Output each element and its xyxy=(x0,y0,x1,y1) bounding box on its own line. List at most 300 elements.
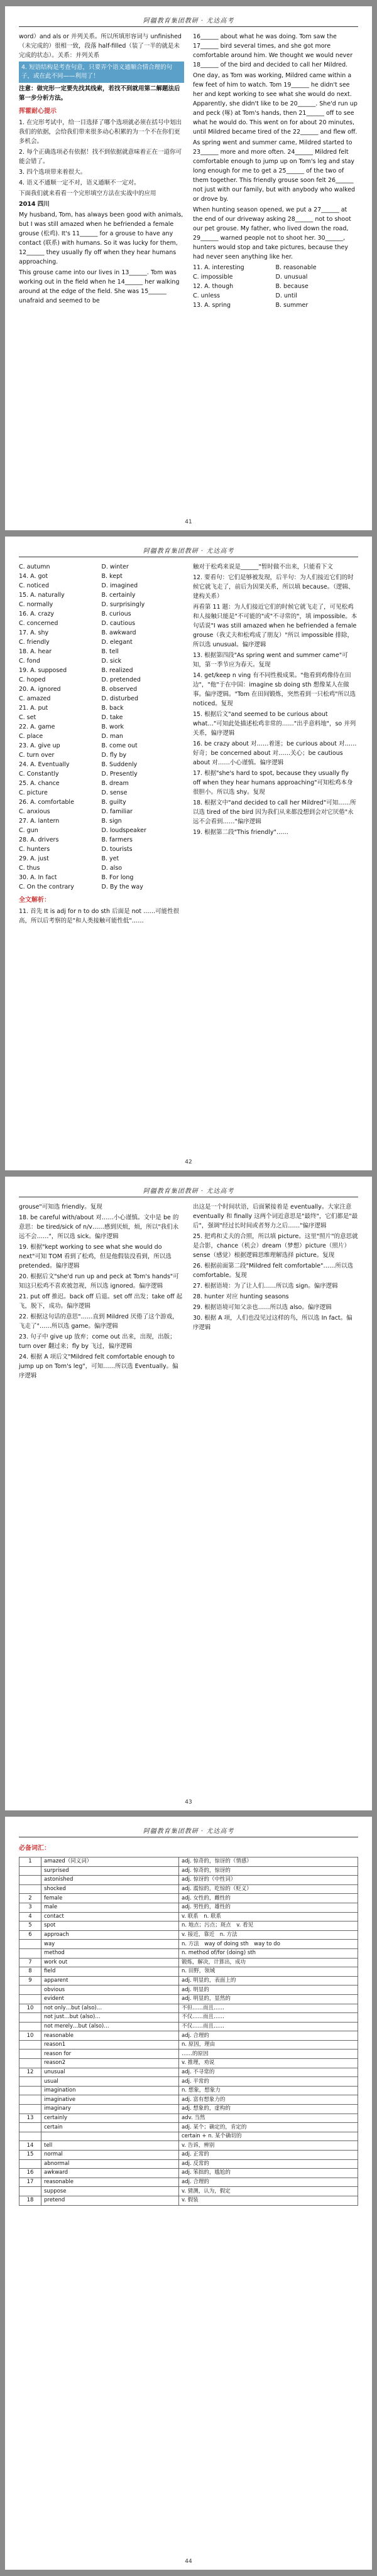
table-cell: male xyxy=(41,1903,179,1912)
table-cell: n. 原因，理由 xyxy=(179,2040,358,2050)
table-cell: 16 xyxy=(19,2169,41,2178)
table-cell: 4 xyxy=(19,1912,41,1921)
option-row xyxy=(193,291,358,301)
option: D. cautious xyxy=(101,620,136,627)
table-cell xyxy=(19,2105,41,2114)
table-cell: 9 xyxy=(19,1976,41,1985)
table-cell xyxy=(19,2059,41,2068)
table-cell: adj. 惊奇的，惊讶的（情感） xyxy=(179,1857,358,1867)
table-cell: 18 xyxy=(19,2196,41,2205)
passage-paragraph: 16______ about what he was doing. Tom saw the 17______ bird several times, and she got more comfortable around him. We thought we would never 18______ of the bird and decided to call her Mildred. xyxy=(193,33,353,68)
table-row xyxy=(19,1967,358,1977)
option: D. By the way xyxy=(101,884,143,890)
table-cell: imagination xyxy=(41,2086,179,2095)
table-cell: surprised xyxy=(41,1866,179,1876)
option-row xyxy=(19,581,184,591)
analysis-paragraph: grouse"可知选 friendly。复现 xyxy=(19,1204,102,1211)
passage-paragraph: When hunting season opened, we put a 27______ at the end of our driveway asking 28______ not to shoot our pet grouse. My father, who lived down the road, 29______ warned people not to shoot her. 30______, hunters would stop and take pictures, because they had never seen anything like her. xyxy=(193,206,351,260)
table-cell xyxy=(41,2132,179,2141)
table-row xyxy=(19,2013,358,2023)
table-row xyxy=(19,2105,358,2114)
table-cell: adj. 明显的，表面上的 xyxy=(179,1976,358,1985)
option: B. For long xyxy=(101,874,134,881)
option: B. summer xyxy=(275,302,309,309)
option: D. take xyxy=(101,714,123,721)
tip-3: 3. 四个选项带来着很大。 xyxy=(19,169,87,176)
table-row xyxy=(19,2187,358,2196)
option-row xyxy=(19,713,184,722)
table-row xyxy=(19,1958,358,1967)
table-cell: imaginative xyxy=(41,2095,179,2105)
table-cell xyxy=(19,1866,41,1876)
table-row xyxy=(19,1876,358,1885)
analysis-paragraph: 15. 根据后文"and seemed to be curious about what…"可知此处描述松鸡非常的……"出乎意料地"，so 并列关系，偏序逻辑 xyxy=(193,711,356,737)
option-row xyxy=(19,666,184,675)
table-cell: 15 xyxy=(19,2151,41,2160)
table-cell: awkward xyxy=(41,2169,179,2178)
option-row xyxy=(193,301,358,310)
table-row xyxy=(19,2022,358,2031)
page-header: 阿疆教育集团教研 · 尤达高考 xyxy=(143,18,234,24)
option: 20. A. ignored xyxy=(19,686,61,693)
table-cell: adj. 女性的，雌性的 xyxy=(179,1894,358,1903)
table-cell: certain + n. 某个确切的 xyxy=(179,2132,358,2141)
table-row xyxy=(19,2040,358,2050)
option: 26. A. comfortable xyxy=(19,799,74,806)
vocab-table xyxy=(19,1857,358,2206)
option: D. loudspeaker xyxy=(101,827,146,834)
page-number: 43 xyxy=(185,1799,192,1805)
option: C. thus xyxy=(19,865,40,872)
analysis-paragraph: 18. 根据文中"and decided to call her Mildred"可知……所以选 tired of the bird 因为我们从来都没想到会对它厌倦"永远不会看到……"偏序逻辑 xyxy=(193,799,356,825)
table-cell: v. 告诉，辨别 xyxy=(179,2141,358,2151)
options-list xyxy=(193,263,358,310)
page-number: 41 xyxy=(185,519,192,525)
table-cell: not just…but (also)… xyxy=(41,2013,179,2023)
option: B. realized xyxy=(101,667,133,674)
option: C. autumn xyxy=(19,564,50,570)
option: B. farmers xyxy=(101,836,133,843)
table-cell: 3 xyxy=(19,1903,41,1912)
table-cell: method xyxy=(41,1948,179,1958)
table-row xyxy=(19,2095,358,2105)
table-cell: adj. 惊奇的，惊讶的 xyxy=(179,1866,358,1876)
table-cell: 不仅……而且…… xyxy=(179,2013,358,2023)
option: 12. A. though xyxy=(193,283,234,290)
option-row xyxy=(19,760,184,769)
table-cell xyxy=(19,2013,41,2023)
table-cell: adj. 想象的，虚构的 xyxy=(179,2105,358,2114)
option-row xyxy=(19,826,184,835)
table-cell: astonished xyxy=(41,1876,179,1885)
note: 注意：做完形一定要先找其线索，若找不到就用第二解题法后第一步分析方法。 xyxy=(19,85,180,102)
analysis-paragraph: 19. 根据第二段"This friendly"…… xyxy=(193,829,288,836)
table-cell xyxy=(19,2187,41,2196)
table-row xyxy=(19,1985,358,1995)
option: D. Presently xyxy=(101,771,138,778)
right-column xyxy=(193,562,358,927)
section-heading: 挥霍耐心提示 xyxy=(19,108,57,115)
analysis-paragraph: 22. 根据这句话的意思"……直到 Mildred 厌倦了这个游戏，飞走了"……所以选 game。偏序逻辑 xyxy=(19,1313,178,1330)
passage-paragraph: This grouse came into our lives in 13______. Tom was working out in the field when he 14______ her walking around at the edge of the field. She was 15______ unafraid and seemed to be xyxy=(19,269,180,304)
analysis-paragraph: 28. hunter 对应 hunting seasons xyxy=(193,1293,289,1300)
option: D. familiar xyxy=(101,808,133,815)
option-row xyxy=(19,816,184,826)
exam-label: 2014 四川 xyxy=(19,201,50,208)
table-cell: v. 接近，靠近 n. 方法 xyxy=(179,1930,358,1940)
passage-paragraph: One day, as Tom was working, Mildred came within a few feet of him to watch. Tom 19______ he didn't see her and kept working to see what she would do next. Apparently, she didn't like to be 20______. She'd run up and peck (啄) at Tom's hands, then 21______ off to see what he would do. This went on for about 20 minutes, until Mildred became tired of the 22______ and flew off. xyxy=(193,72,358,136)
option-row xyxy=(193,282,358,291)
table-row xyxy=(19,1940,358,1949)
option: D. elegant xyxy=(101,639,133,646)
analysis-paragraph: 29. 根据语境可知父亲也……所以选 also。偏序逻辑 xyxy=(193,1304,332,1311)
option: 21. A. put xyxy=(19,705,48,712)
option: 29. A. just xyxy=(19,855,49,862)
option: C. picture xyxy=(19,789,48,796)
table-cell: certain xyxy=(41,2123,179,2132)
table-cell: amazed（同义词） xyxy=(41,1857,179,1867)
table-cell: 6 xyxy=(19,1930,41,1940)
table-cell: usual xyxy=(41,2077,179,2087)
tip-4: 4. 语义不通顺一定不对，语义通顺不一定对。 xyxy=(19,179,140,186)
table-row xyxy=(19,2151,358,2160)
table-row xyxy=(19,2159,358,2169)
table-cell: evident xyxy=(41,1994,179,2004)
table-cell: 12 xyxy=(19,2068,41,2077)
table-cell: tell xyxy=(41,2141,179,2151)
option: D. surprisingly xyxy=(101,601,145,608)
option: C. turn over xyxy=(19,752,55,759)
table-cell: adj. 明显的，显然的 xyxy=(179,1994,358,2004)
table-row xyxy=(19,2169,358,2178)
option: B. come out xyxy=(101,742,138,749)
analysis-paragraph: 16. be crazy about 对……着迷；be curious about 对……好奇；be concerned about 对……关心；be cautious about 对……小心谨慎。偏序逻辑 xyxy=(193,740,357,766)
table-cell: suppose xyxy=(41,2187,179,2196)
option: D. fly by xyxy=(101,752,127,759)
table-cell: reasonable xyxy=(41,2031,179,2041)
table-cell xyxy=(19,1948,41,1958)
option: 24. A. Eventually xyxy=(19,761,70,768)
option: C. On the contrary xyxy=(19,884,74,890)
table-cell: way xyxy=(41,1940,179,1949)
table-cell: reason for xyxy=(41,2050,179,2059)
option-row xyxy=(19,609,184,619)
table-cell: 17 xyxy=(19,2178,41,2187)
option: B. awkward xyxy=(101,629,136,636)
table-row xyxy=(19,2059,358,2068)
option-row xyxy=(19,685,184,694)
table-cell: adv. 当然 xyxy=(179,2114,358,2123)
table-cell: v. 猜测，认为，假定 xyxy=(179,2187,358,2196)
table-cell: v. 假装 xyxy=(179,2196,358,2205)
table-cell: ……的原因 xyxy=(179,2050,358,2059)
table-cell: 锻炼，解决，计算出，成功 xyxy=(179,1958,358,1967)
table-cell xyxy=(19,2022,41,2031)
table-cell: v. 联系 n. 联系 xyxy=(179,1912,358,1921)
option-row xyxy=(19,741,184,751)
option: B. yet xyxy=(101,855,119,862)
option-row xyxy=(19,562,184,572)
table-cell: adj. 合理的 xyxy=(179,2178,358,2187)
analysis-paragraph: 17. 根据"she's hard to spot, because they usually fly off when they hear humans approaching"可知松鸡本身很胆小。所以选 shy。复现 xyxy=(193,770,353,796)
page-header: 阿疆教育集团教研 · 尤达高考 xyxy=(143,1188,234,1195)
option-row xyxy=(19,703,184,713)
option: D. also xyxy=(101,865,123,872)
analysis-paragraph: 25. 把鸡和丈夫的合照，所以填 picture。这里"照片"的意思就是合影，chance（机会）dream（梦想）picture（照片）sense（感觉）根据逻辑思维理解选择 picture。复现 xyxy=(193,1233,358,1259)
analysis-paragraph: 再看第 11 题：为人们接近它们的时候它就飞走了，可见松鸡和人接触只能是"不可能的"或"不寻常的"，填 impossible。本句话说"I was still amazed when he befriended a female grouse（我丈夫和松鸡成了朋友）"所以 impossible 排除，所以选 unusual。偏序逻辑 xyxy=(193,604,358,648)
table-row xyxy=(19,2086,358,2095)
option: C. noticed xyxy=(19,582,49,589)
table-cell: approach xyxy=(41,1930,179,1940)
table-cell: shocked xyxy=(41,1884,179,1894)
option: B. certainly xyxy=(101,592,136,599)
table-cell: not only…but (also)… xyxy=(41,2004,179,2013)
option: B. because xyxy=(275,283,309,290)
table-cell: 7 xyxy=(19,1958,41,1967)
table-cell xyxy=(19,2077,41,2087)
tip-5: 下面我们就来看看一个完形填空方法在实战中的应用 xyxy=(19,190,156,197)
option-row xyxy=(19,779,184,788)
option-row xyxy=(19,722,184,732)
option-row xyxy=(19,619,184,628)
page-header: 阿疆教育集团教研 · 尤达高考 xyxy=(143,548,234,555)
left-column xyxy=(19,562,184,927)
option: D. pretended xyxy=(101,676,141,683)
analysis-paragraph: 19. 根据"kept working to see what she would do next"可知 TOM 看到了松鸡，但是他假装没看到，所以选 pretended。偏序逻辑 xyxy=(19,1244,172,1269)
analysis-paragraph: 触对于松鸡来说是______"暂时做不出来，只能看下文 xyxy=(193,564,333,570)
table-cell xyxy=(19,2086,41,2095)
table-row xyxy=(19,2123,358,2132)
option: C. normally xyxy=(19,601,53,608)
option: 23. A. give up xyxy=(19,742,60,749)
analysis-paragraph: 26. 根据前面第二段"Mildred felt comfortable"……所以选 comfortable。复现 xyxy=(193,1263,353,1279)
table-row xyxy=(19,2050,358,2059)
table-cell: adj. 某个；确定的，肯定的 xyxy=(179,2123,358,2132)
right-column xyxy=(193,1202,358,1382)
option: C. unless xyxy=(193,292,221,299)
analysis-paragraph: 24. 根据 A 项后文"Mildred felt comfortable enough to jump up on Tom's leg"，可知……所以选 Eventually。偏序逻辑 xyxy=(19,1354,178,1379)
table-cell: 1 xyxy=(19,1857,41,1867)
table-cell: 2 xyxy=(19,1894,41,1903)
table-cell: n. 想象，想象力 xyxy=(179,2086,358,2095)
option-row xyxy=(193,272,358,282)
option: 11. A. interesting xyxy=(193,264,244,271)
option: C. hunters xyxy=(19,846,50,853)
table-row xyxy=(19,2077,358,2087)
option-row xyxy=(19,628,184,638)
analysis-paragraph: 20. 根据后文"she'd run up and peck at Tom's hands"可知这只松鸡不喜欢被忽视，所以选 ignored。偏序逻辑 xyxy=(19,1273,179,1290)
option-row xyxy=(19,694,184,703)
table-cell: reasonable xyxy=(41,2178,179,2187)
option-row xyxy=(19,863,184,873)
table-cell: abnormal xyxy=(41,2159,179,2169)
table-row xyxy=(19,2141,358,2151)
table-cell: n. 田野，领域 xyxy=(179,1967,358,1977)
option: C. friendly xyxy=(19,639,50,646)
left-column xyxy=(19,32,184,310)
option: C. Constantly xyxy=(19,771,59,778)
table-row xyxy=(19,1884,358,1894)
option: D. unusual xyxy=(275,274,308,281)
table-row xyxy=(19,2196,358,2205)
document-page-43 xyxy=(5,1177,372,1810)
table-cell: female xyxy=(41,1894,179,1903)
table-cell xyxy=(19,2050,41,2059)
table-cell: adj. 惊讶的（中性词） xyxy=(179,1876,358,1885)
option-row xyxy=(19,751,184,760)
table-cell: reason1 xyxy=(41,2040,179,2050)
highlight-box: 4. 短语结构是考查句意，只要弄个语义通顺合情合理的句子，或在此不同——利用了！ xyxy=(19,61,184,83)
table-cell xyxy=(19,1876,41,1885)
option: 15. A. naturally xyxy=(19,592,65,599)
option: B. guilty xyxy=(101,799,126,806)
table-cell: obvious xyxy=(41,1985,179,1995)
option-row xyxy=(19,572,184,581)
table-cell: pretend xyxy=(41,2196,179,2205)
options-list xyxy=(19,562,184,892)
table-cell xyxy=(19,1985,41,1995)
table-cell: imaginary xyxy=(41,2105,179,2114)
table-row xyxy=(19,1930,358,1940)
table-cell: adj. 正常的 xyxy=(179,2151,358,2160)
table-cell: adj. 笨拙的，尴尬的 xyxy=(179,2169,358,2178)
table-row xyxy=(19,2132,358,2141)
option-row xyxy=(19,769,184,779)
table-cell: 不但……而且…… xyxy=(179,2004,358,2013)
table-row xyxy=(19,1948,358,1958)
option: C. concerned xyxy=(19,620,58,627)
option: B. work xyxy=(101,724,124,730)
option: 25. A. chance xyxy=(19,780,60,787)
table-row xyxy=(19,2031,358,2041)
analysis-paragraph: 12. 要看句：它们是够被发现，后半句：为人们接近它们的时候它就飞走了，前后为因果关系，所以填 because。（逻辑、建构关系） xyxy=(193,574,354,600)
table-cell: adj. 平常的 xyxy=(179,2077,358,2087)
analysis-paragraph: 27. 根据语境：为了让人们……所以选 sign。偏序逻辑 xyxy=(193,1283,338,1290)
option-row xyxy=(19,845,184,854)
table-cell: work out xyxy=(41,1958,179,1967)
paragraph: word）and als or 并列关系。所以所填形容词与 unfinished（未完成的）很相一致，段落 half-filled（装了一半的就是未完成的状态）。关系：并列关系 xyxy=(19,33,182,59)
option-row xyxy=(19,732,184,741)
table-cell: n. 地点；污点；斑点 v. 看见 xyxy=(179,1921,358,1931)
table-cell: contact xyxy=(41,1912,179,1921)
document-page-42 xyxy=(5,537,372,1170)
option-row xyxy=(19,882,184,892)
analysis-paragraph: 14. get/keep n ving 有不同性极成果。"他看到鸡像侍在田边"，"他"于在中国：imagine sb doing sth 想像某人在做事。偏序逻辑。"Tom 在田间锻炼，突然看到一只松鸡"所以选 noticed。复现 xyxy=(193,672,356,707)
option: C. gun xyxy=(19,827,38,834)
option: 28. A. drivers xyxy=(19,836,59,843)
option: D. sense xyxy=(101,789,128,796)
option-row xyxy=(19,835,184,845)
option-row xyxy=(193,263,358,272)
table-cell xyxy=(19,1994,41,2004)
passage-paragraph: As spring went and summer came, Mildred started to 23______ more and more often. 24______ Mildred felt comfortable enough to jump up on Tom's leg and stay long enough for me to get a 25______ of the two of them together. This friendly grouse soon felt 26______ not just with our family, but with anybody who walked or drove by. xyxy=(193,139,356,203)
table-cell: n. 方法 way of doing sth way to do xyxy=(179,1940,358,1949)
option: 14. A. got xyxy=(19,573,48,580)
option-row xyxy=(19,788,184,798)
option: 18. A. hear xyxy=(19,648,52,655)
table-row xyxy=(19,2114,358,2123)
table-cell: n. method of/for (doing) sth xyxy=(179,1948,358,1958)
option-row xyxy=(19,647,184,656)
option: C. set xyxy=(19,714,36,721)
table-cell: field xyxy=(41,1967,179,1977)
option: C. impossible xyxy=(193,274,233,281)
table-cell: 8 xyxy=(19,1967,41,1977)
table-cell xyxy=(19,2159,41,2169)
option: 17. A. shy xyxy=(19,629,49,636)
page-header: 阿疆教育集团教研 · 尤达高考 xyxy=(143,1828,234,1835)
option: 13. A. spring xyxy=(193,302,231,309)
page-number: 44 xyxy=(185,2558,192,2565)
table-cell xyxy=(19,1884,41,1894)
table-cell: adj. 震惊的，吃惊的（贬义） xyxy=(179,1884,358,1894)
table-cell: certainly xyxy=(41,2114,179,2123)
vocab-title: 必备词汇： xyxy=(19,1845,50,1852)
option: 19. A. supposed xyxy=(19,667,67,674)
table-row xyxy=(19,1921,358,1931)
option: B. back xyxy=(101,705,124,712)
right-column xyxy=(193,32,358,310)
table-cell: adj. 不寻常的 xyxy=(179,2068,358,2077)
option: D. imagined xyxy=(101,582,138,589)
option-row xyxy=(19,638,184,647)
table-cell: 13 xyxy=(19,2114,41,2123)
page-number: 42 xyxy=(185,1159,192,1165)
option-row xyxy=(19,591,184,600)
table-cell: 5 xyxy=(19,1921,41,1931)
option: B. curious xyxy=(101,611,131,617)
option-row xyxy=(19,656,184,666)
table-cell: 14 xyxy=(19,2141,41,2151)
option: D. until xyxy=(275,292,297,299)
option-row xyxy=(19,873,184,882)
table-row xyxy=(19,1903,358,1912)
option: C. fond xyxy=(19,658,40,665)
table-row xyxy=(19,1976,358,1985)
option: D. sick xyxy=(101,658,122,665)
table-cell: adj. 合理的 xyxy=(179,2031,358,2041)
option: 22. A. game xyxy=(19,724,55,730)
option: C. amazed xyxy=(19,695,51,702)
table-cell xyxy=(19,2040,41,2050)
table-cell: adj. 明显的 xyxy=(179,1985,358,1995)
table-row xyxy=(19,2068,358,2077)
table-row xyxy=(19,2178,358,2187)
table-cell: adj. 富有想象力的 xyxy=(179,2095,358,2105)
left-column xyxy=(19,1202,184,1382)
analysis-paragraph: 18. be careful with/about 对……小心谨慎。文中是 be 的意思：be tired/sick of n/v……感到厌烦，烦，所以"我们永远不会……"，所以选 sick。偏序逻辑 xyxy=(19,1214,179,1240)
table-cell: v. 推理，劝说 xyxy=(179,2059,358,2068)
analysis-paragraph: 21. put off 推迟。back off 后退。set off 出发；take off 起飞，脱下，成功。偏序逻辑 xyxy=(19,1293,183,1310)
table-row xyxy=(19,2004,358,2013)
option: D. man xyxy=(101,733,123,740)
option: B. sign xyxy=(101,818,122,825)
passage-paragraph: My husband, Tom, has always been good with animals, but I was still amazed when he befriended a female grouse (松鸡). It's 11______ for a grouse to have any contact (联系) with humans. So it was lucky for them, 12______ they usually fly off when they hear humans approaching. xyxy=(19,211,183,265)
option: C. anxious xyxy=(19,808,50,815)
table-cell: 10 xyxy=(19,2031,41,2041)
table-cell xyxy=(19,2132,41,2141)
option-row xyxy=(19,854,184,863)
table-cell: unusual xyxy=(41,2068,179,2077)
table-row xyxy=(19,1866,358,1876)
table-cell: normal xyxy=(41,2151,179,2160)
table-row xyxy=(19,1857,358,1867)
document-page-44 xyxy=(5,1817,372,2570)
analysis-paragraph: 出这是一个时间状语，后面紧接着是 eventually。大家注意 eventually 和 finally 这两个词近意思是"最终"，它们都是"最后"，强调"经过长时间或者努力之后……"偏序逻辑 xyxy=(193,1204,358,1229)
option: D. disturbed xyxy=(101,695,139,702)
table-cell: apparent xyxy=(41,1976,179,1985)
tip-1: 1. 在完形考试中，给一目选择了哪个选项就必须在括号中划出我们的依据，会给我们带来很多动心积累的为一个不在你们更多机会。 xyxy=(19,119,182,145)
